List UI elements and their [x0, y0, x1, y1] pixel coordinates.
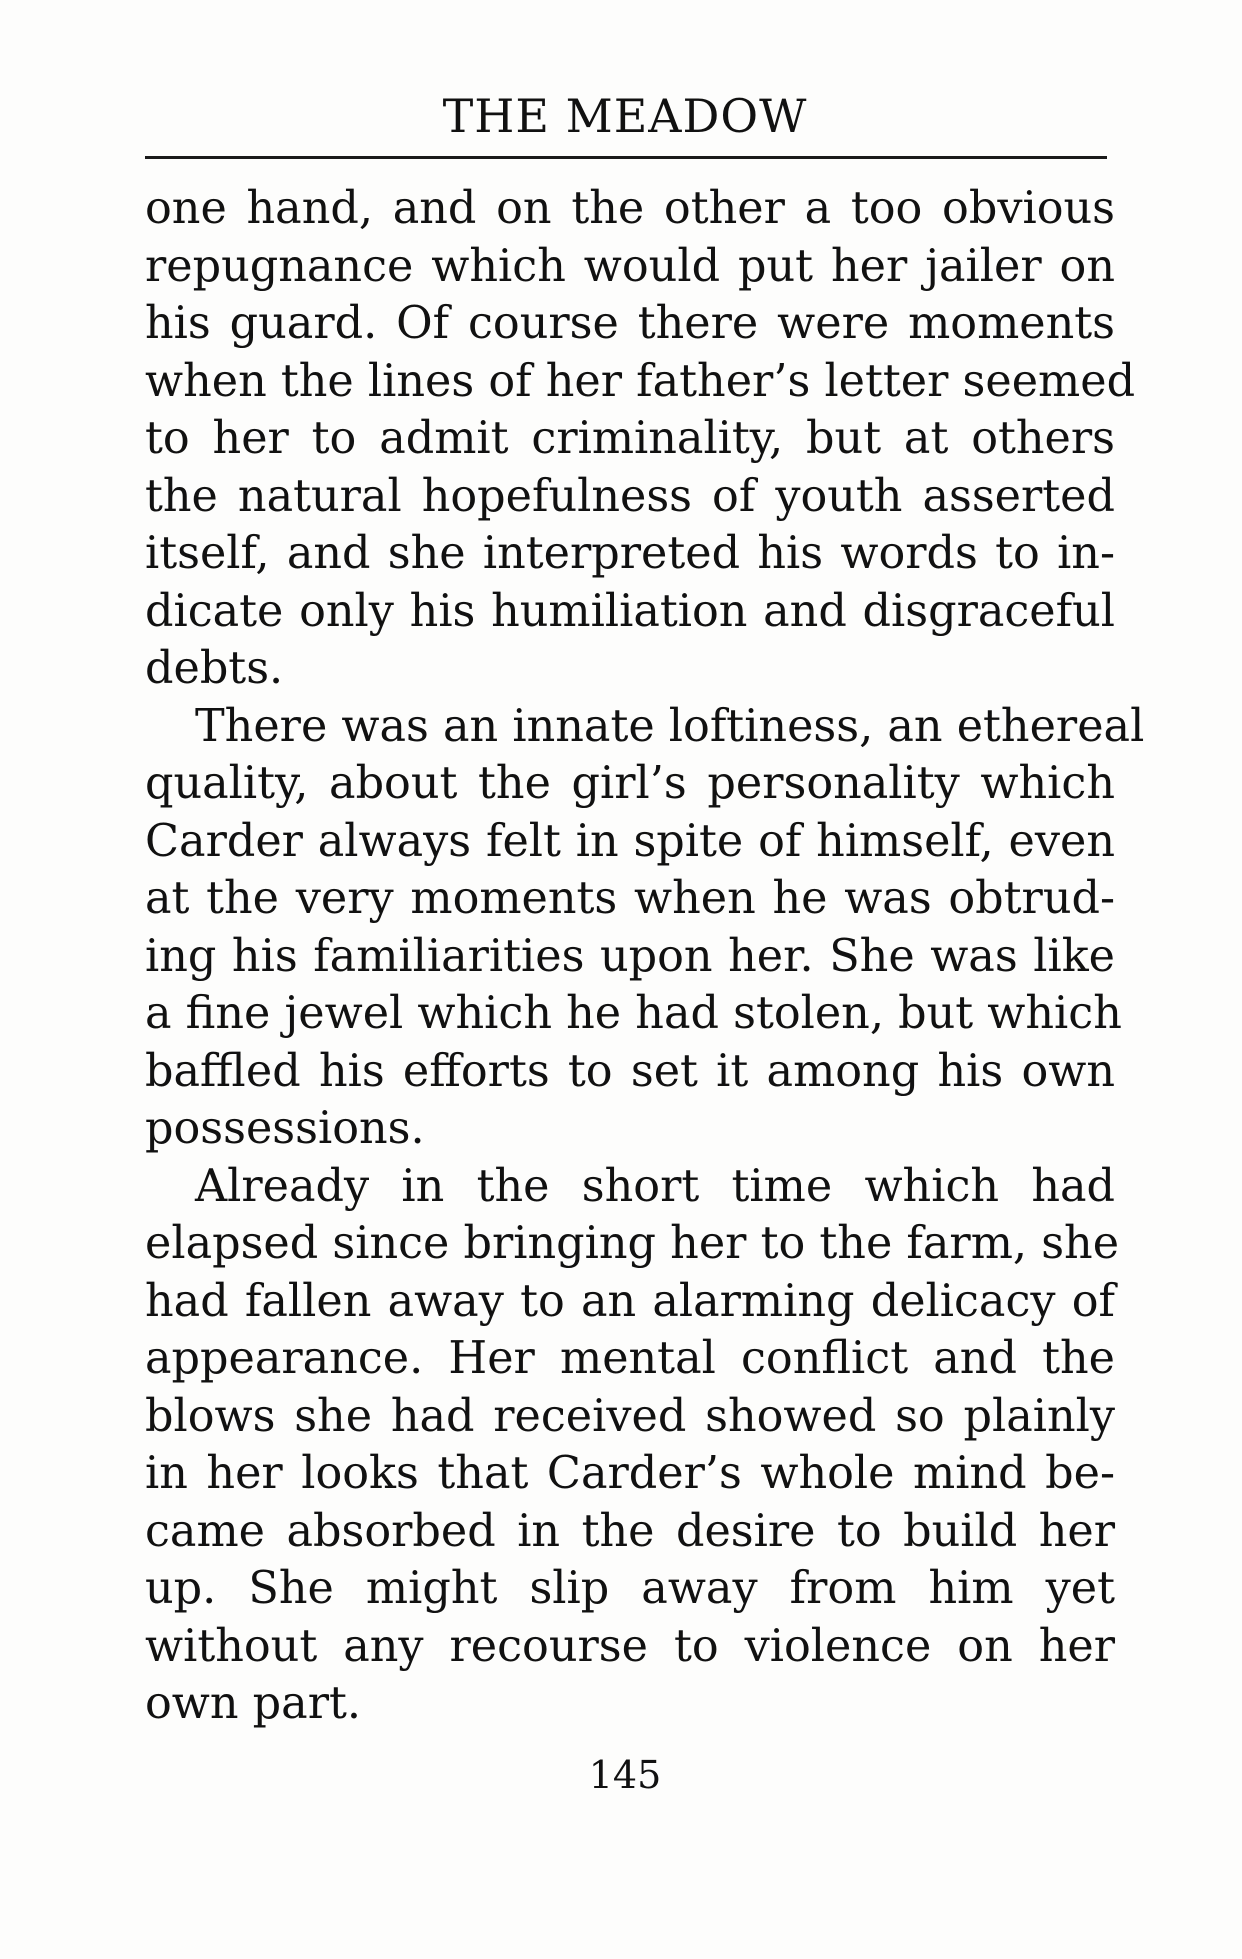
text-line: one hand, and on the other a too obvious — [145, 183, 1115, 234]
running-title: THE MEADOW — [442, 89, 808, 143]
paragraph-first-line: Already in the short time which had — [195, 1160, 1115, 1212]
text-line: debts. — [145, 643, 284, 694]
text-line: came absorbed in the desire to build her — [145, 1505, 1115, 1557]
text-line: appearance. Her mental conflict and the — [145, 1333, 1115, 1384]
text-line: repugnance which would put her jailer on — [145, 240, 1115, 292]
paragraph-first-line: There was an innate loftiness, an ethereal — [195, 700, 1145, 752]
text-line: his guard. Of course there were moments — [145, 298, 1115, 349]
text-line: a fine jewel which he had stolen, but which — [145, 988, 1122, 1039]
text-line: quality, about the girl’s personality which — [145, 758, 1115, 809]
text-line: dicate only his humiliation and disgraceful — [145, 585, 1115, 637]
text-line: baffled his efforts to set it among his own — [145, 1045, 1115, 1097]
text-line: had fallen away to an alarming delicacy of — [145, 1275, 1115, 1327]
body-text — [145, 180, 1145, 1733]
text-line: when the lines of her father’s letter seemed — [145, 355, 1136, 407]
text-line: to her to admit criminality, but at others — [145, 413, 1115, 464]
text-line: the natural hopefulness of youth asserted — [145, 470, 1115, 522]
text-line: itself, and she interpreted his words to in- — [145, 528, 1115, 579]
header-rule — [145, 156, 1107, 159]
page-number: 145 — [588, 1753, 662, 1797]
text-line: own part. — [145, 1678, 362, 1729]
text-line: in her looks that Carder’s whole mind be- — [145, 1448, 1115, 1499]
text-line: possessions. — [145, 1103, 425, 1154]
text-line: ing his familiarities upon her. She was like — [145, 930, 1115, 982]
text-line: at the very moments when he was obtrud- — [145, 873, 1115, 924]
text-line: without any recourse to violence on her — [145, 1620, 1115, 1672]
text-line: Carder always felt in spite of himself, even — [145, 815, 1115, 867]
text-line: up. She might slip away from him yet — [145, 1563, 1115, 1614]
text-line: elapsed since bringing her to the farm, she — [145, 1218, 1120, 1269]
text-line: blows she had received showed so plainly — [145, 1390, 1115, 1442]
